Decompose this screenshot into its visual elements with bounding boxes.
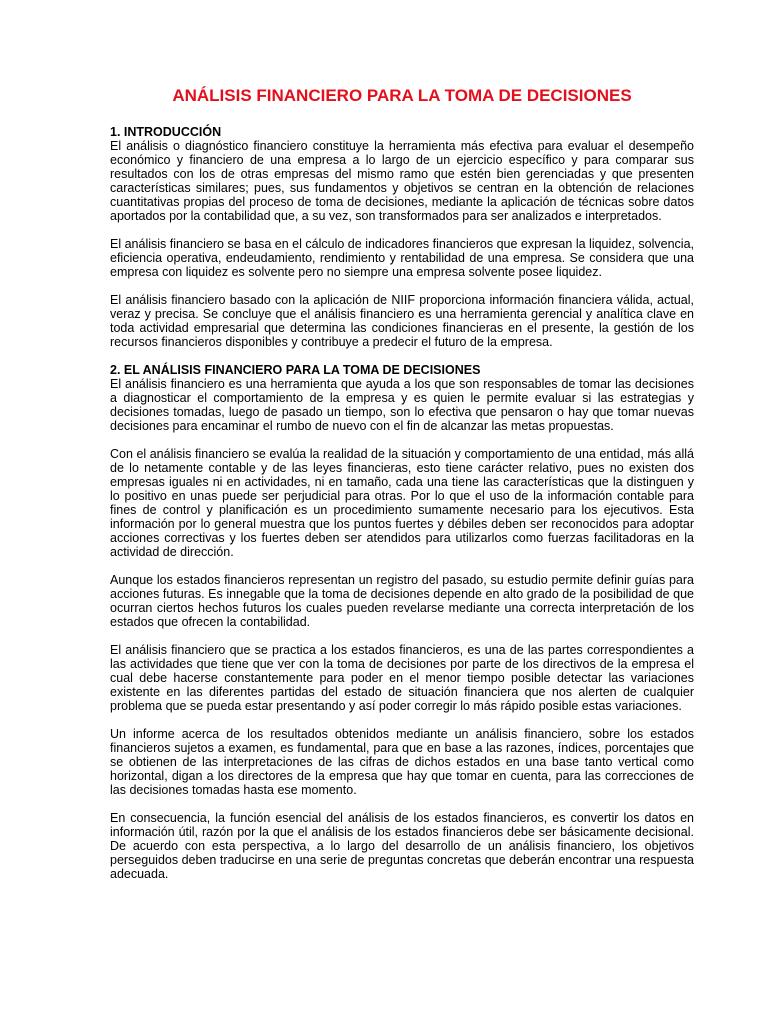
section-heading: 1. INTRODUCCIÓN	[110, 125, 222, 139]
section-introduccion	[110, 125, 694, 349]
paragraph: El análisis financiero se basa en el cálculo de indicadores financieros que expresan la liquidez, solvencia, eficiencia operativa, endeudamiento, rendimiento y rentabilidad de una empresa. Se considera que una empresa con liquidez es solvente pero no siempre una empresa solvente posee liquidez.	[110, 237, 694, 279]
paragraph: El análisis financiero es una herramienta que ayuda a los que son responsables de tomar las decisiones a diagnosticar el comportamiento de la empresa y es quien le permite evaluar si las estrategias y decisiones tomadas, luego de pasado un tiempo, son lo efectiva que pensaron o hay que tomar nuevas decisiones para encaminar el rumbo de nuevo con el fin de alcanzar las metas propuestas.	[110, 377, 694, 433]
section-analisis-financiero	[110, 363, 694, 881]
paragraph: En consecuencia, la función esencial del análisis de los estados financieros, es convertir los datos en información útil, razón por la que el análisis de los estados financieros debe ser básicamente decisional. De acuerdo con esta perspectiva, a lo largo del desarrollo de un análisis financiero, los objetivos perseguidos deben traducirse en una serie de preguntas concretas que deberán encontrar una respuesta adecuada.	[110, 811, 694, 881]
paragraph: Con el análisis financiero se evalúa la realidad de la situación y comportamiento de una entidad, más allá de lo netamente contable y de las leyes financieras, esto tiene carácter relativo, pues no existen dos empresas iguales ni en actividades, ni en tamaño, cada una tiene las características que la distinguen y lo positivo en unas puede ser perjudicial para otras. Por lo que el uso de la información contable para fines de control y planificación es un procedimiento sumamente necesario para los ejecutivos. Esta información por lo general muestra que los puntos fuertes y débiles deben ser reconocidos para adoptar acciones correctivas y los fuertes deben ser atendidos para utilizarlos como fuerzas facilitadoras en la actividad de dirección.	[110, 447, 694, 559]
paragraph: Un informe acerca de los resultados obtenidos mediante un análisis financiero, sobre los estados financieros sujetos a examen, es fundamental, para que en base a las razones, índices, porcentajes que se obtienen de las interpretaciones de las cifras de dichos estados en una base tanto vertical como horizontal, digan a los directores de la empresa que hay que tomar en cuenta, para las correcciones de las decisiones tomadas hasta ese momento.	[110, 727, 694, 797]
document-title: ANÁLISIS FINANCIERO PARA LA TOMA DE DECISIONES	[172, 86, 632, 105]
paragraph: El análisis financiero basado con la aplicación de NIIF proporciona información financiera válida, actual, veraz y precisa. Se concluye que el análisis financiero es una herramienta gerencial y analítica clave en toda actividad empresarial que determina las condiciones financieras en el presente, la gestión de los recursos financieros disponibles y contribuye a predecir el futuro de la empresa.	[110, 293, 694, 349]
paragraph: Aunque los estados financieros representan un registro del pasado, su estudio permite definir guías para acciones futuras. Es innegable que la toma de decisiones depende en alto grado de la posibilidad de que ocurran ciertos hechos futuros los cuales pueden revelarse mediante una correcta interpretación de los estados que ofrecen la contabilidad.	[110, 573, 694, 629]
paragraph: El análisis o diagnóstico financiero constituye la herramienta más efectiva para evaluar el desempeño económico y financiero de una empresa a lo largo de un ejercicio específico y para comparar sus resultados con los de otras empresas del mismo ramo que estén bien gerenciadas y que presenten características similares; pues, sus fundamentos y objetivos se centran en la obtención de relaciones cuantitativas propias del proceso de toma de decisiones, mediante la aplicación de técnicas sobre datos aportados por la contabilidad que, a su vez, son transformados para ser analizados e interpretados.	[110, 139, 694, 223]
paragraph: El análisis financiero que se practica a los estados financieros, es una de las partes correspondientes a las actividades que tiene que ver con la toma de decisiones por parte de los directivos de la empresa el cual debe hacerse constantemente para poder en el menor tiempo posible detectar las variaciones existente en las diferentes partidas del estado de situación financiera que nos alerten de cualquier problema que se pueda estar presentando y así poder corregir lo más rápido posible estas variaciones.	[110, 643, 694, 713]
section-heading: 2. EL ANÁLISIS FINANCIERO PARA LA TOMA DE DECISIONES	[110, 363, 481, 377]
document-page	[110, 86, 694, 895]
